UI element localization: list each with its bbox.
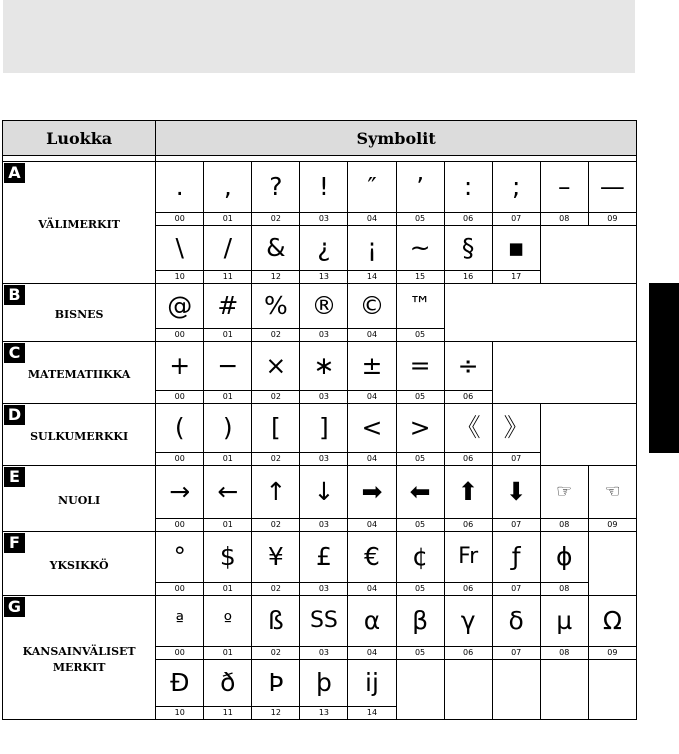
category-name: BISNES (54, 308, 104, 321)
symbol-code: 00 (156, 390, 203, 402)
symbol-cell (444, 532, 492, 596)
symbol-code: 05 (397, 646, 444, 658)
category-cell-e (3, 466, 156, 532)
symbol-glyph: + (169, 351, 191, 380)
symbol-cell (252, 660, 300, 720)
symbol-code: 04 (348, 518, 395, 530)
symbol-glyph: ⬅ (409, 477, 431, 506)
symbol-cell (348, 660, 396, 720)
symbol-cell (252, 466, 300, 532)
symbol-code: 03 (300, 646, 347, 658)
empty-cell (540, 404, 636, 466)
symbol-code: 06 (445, 390, 492, 402)
symbol-code: 00 (156, 518, 203, 530)
symbol-glyph: ➡ (361, 477, 383, 506)
symbol-cell (252, 532, 300, 596)
category-name: KANSAINVÄLISET MERKIT (22, 645, 136, 674)
symbol-cell (492, 596, 540, 660)
symbol-cell (348, 532, 396, 596)
empty-cell (492, 660, 540, 720)
symbol-code: 03 (300, 518, 347, 530)
symbol-glyph: % (263, 291, 288, 320)
category-cell-f (3, 532, 156, 596)
symbol-glyph: 》 (503, 413, 529, 442)
symbol-code: 04 (348, 390, 395, 402)
symbol-glyph: $ (219, 542, 236, 571)
symbol-cell (396, 226, 444, 284)
symbol-cell (204, 226, 252, 284)
symbol-code: 03 (300, 582, 347, 594)
symbol-cell (156, 466, 204, 532)
category-letter: E (4, 467, 25, 487)
symbol-glyph: ð (220, 668, 236, 697)
symbol-code: 01 (204, 390, 251, 402)
symbol-cell (252, 226, 300, 284)
symbol-cell (492, 532, 540, 596)
symbol-glyph: ß (268, 606, 284, 635)
empty-cell (492, 342, 636, 404)
symbol-cell (156, 226, 204, 284)
symbol-code: 07 (493, 212, 540, 224)
symbol-cell (300, 532, 348, 596)
symbol-code: 08 (541, 646, 588, 658)
symbol-glyph: ⬇ (505, 477, 527, 506)
top-gray-box (3, 0, 635, 73)
symbol-code: 03 (300, 212, 347, 224)
symbol-glyph: © (359, 291, 385, 320)
symbol-glyph: ’ (416, 172, 425, 201)
symbol-cell (156, 532, 204, 596)
symbol-glyph: ~ (409, 233, 431, 262)
symbol-cell (300, 342, 348, 404)
symbol-cell (204, 660, 252, 720)
category-cell-c (3, 342, 156, 404)
symbol-cell (252, 596, 300, 660)
symbol-cell (444, 466, 492, 532)
symbol-cell (444, 404, 492, 466)
symbol-glyph: / (223, 233, 233, 262)
symbol-row (3, 162, 637, 226)
symbol-cell (396, 596, 444, 660)
symbol-glyph: . (175, 172, 184, 201)
symbol-cell (204, 404, 252, 466)
symbol-code: 04 (348, 452, 395, 464)
symbol-code: 07 (493, 582, 540, 594)
symbol-glyph: β (412, 606, 429, 635)
symbol-code: 05 (397, 212, 444, 224)
symbol-code: 14 (348, 706, 395, 718)
symbol-cell (492, 404, 540, 466)
symbol-glyph: ƒ (511, 542, 521, 571)
symbol-cell (588, 466, 636, 532)
symbol-code: 09 (589, 518, 636, 530)
symbol-cell (348, 162, 396, 226)
symbol-cell (588, 162, 636, 226)
symbol-cell (156, 660, 204, 720)
symbol-code: 06 (445, 212, 492, 224)
symbol-glyph: α (363, 606, 381, 635)
symbol-cell (348, 596, 396, 660)
symbol-glyph: − (217, 351, 239, 380)
symbol-glyph: ☜ (604, 481, 621, 502)
symbol-glyph: Ω (602, 606, 622, 635)
symbol-code: 11 (204, 270, 251, 282)
symbol-code: 05 (397, 452, 444, 464)
symbol-glyph: ® (311, 291, 337, 320)
symbol-code: 00 (156, 646, 203, 658)
symbol-cell (540, 596, 588, 660)
symbol-cell (204, 532, 252, 596)
symbol-cell (540, 532, 588, 596)
symbol-glyph: ; (511, 172, 521, 201)
symbol-glyph: ÷ (457, 351, 479, 380)
symbol-glyph: # (217, 291, 239, 320)
symbol-glyph: § (461, 233, 475, 262)
symbol-cell (156, 404, 204, 466)
symbol-glyph: δ (508, 606, 524, 635)
symbol-glyph: & (266, 233, 286, 262)
header-symbols: Symbolit (156, 121, 637, 156)
symbol-code: 17 (493, 270, 540, 282)
symbol-cell (156, 284, 204, 342)
symbol-code: 11 (204, 706, 251, 718)
symbol-glyph: ¡ (366, 233, 378, 262)
symbol-table (2, 120, 637, 720)
symbol-glyph: ¢ (412, 542, 429, 571)
symbol-glyph: º (223, 610, 233, 631)
symbol-code: 02 (252, 582, 299, 594)
symbol-code: 00 (156, 452, 203, 464)
symbol-glyph: @ (167, 291, 193, 320)
symbol-cell (252, 162, 300, 226)
symbol-code: 01 (204, 646, 251, 658)
symbol-code: 07 (493, 646, 540, 658)
symbol-code: 03 (300, 452, 347, 464)
symbol-cell (156, 342, 204, 404)
symbol-glyph: ″ (367, 172, 377, 201)
symbol-cell (444, 342, 492, 404)
symbol-code: 09 (589, 646, 636, 658)
symbol-code: 06 (445, 582, 492, 594)
symbol-cell (348, 342, 396, 404)
symbol-cell (396, 162, 444, 226)
symbol-code: 07 (493, 452, 540, 464)
symbol-glyph: ) (222, 413, 233, 442)
symbol-cell (300, 466, 348, 532)
symbol-code: 01 (204, 582, 251, 594)
symbol-glyph: ™ (409, 293, 432, 318)
symbol-cell (396, 532, 444, 596)
symbol-glyph: < (361, 413, 383, 442)
symbol-glyph: ↓ (313, 477, 335, 506)
category-cell-a (3, 162, 156, 284)
category-cell-b (3, 284, 156, 342)
symbol-code: 01 (204, 212, 251, 224)
symbol-cell (492, 226, 540, 284)
symbol-glyph: \ (175, 233, 184, 262)
symbol-cell (492, 162, 540, 226)
symbol-glyph: Đ (170, 668, 190, 697)
symbol-glyph: = (409, 351, 431, 380)
symbol-glyph: Fr (458, 544, 479, 569)
empty-cell (396, 660, 444, 720)
symbol-glyph: — (599, 172, 625, 201)
symbol-cell (252, 404, 300, 466)
symbol-code: 07 (493, 518, 540, 530)
symbol-code: 05 (397, 390, 444, 402)
symbol-glyph: , (223, 172, 232, 201)
symbol-row (3, 342, 637, 404)
symbol-code: 16 (445, 270, 492, 282)
symbol-glyph: 《 (455, 413, 481, 442)
symbol-glyph: [ (270, 413, 281, 442)
side-tab-marker (649, 283, 679, 453)
symbol-glyph: ] (319, 413, 329, 442)
category-name: VÄLIMERKIT (38, 218, 120, 231)
symbol-cell (300, 284, 348, 342)
symbol-code: 02 (252, 646, 299, 658)
symbol-code: 12 (252, 270, 299, 282)
symbol-cell (348, 466, 396, 532)
category-letter: D (4, 405, 25, 425)
symbol-code: 00 (156, 328, 203, 340)
symbol-code: 12 (252, 706, 299, 718)
symbol-code: 02 (252, 328, 299, 340)
symbol-glyph: ( (174, 413, 185, 442)
symbol-code: 01 (204, 328, 251, 340)
category-name: NUOLI (58, 494, 101, 507)
symbol-cell (300, 226, 348, 284)
empty-cell (540, 226, 636, 284)
symbol-glyph: ▪ (507, 233, 525, 262)
symbol-glyph: ∗ (313, 351, 335, 380)
symbol-code: 04 (348, 212, 395, 224)
symbol-code: 13 (300, 270, 347, 282)
category-name: MATEMATIIKKA (27, 368, 131, 381)
symbol-cell (252, 342, 300, 404)
symbol-cell (588, 596, 636, 660)
symbol-code: 08 (541, 212, 588, 224)
symbol-code: 10 (156, 270, 203, 282)
symbol-code: 14 (348, 270, 395, 282)
symbol-glyph: × (265, 351, 287, 380)
symbol-code: 02 (252, 390, 299, 402)
empty-cell (540, 660, 588, 720)
symbol-cell (396, 284, 444, 342)
symbol-glyph: € (364, 542, 380, 571)
symbol-glyph: ↑ (265, 477, 287, 506)
symbol-glyph: SS (309, 608, 338, 633)
symbol-glyph: : (463, 172, 473, 201)
symbol-cell (300, 596, 348, 660)
symbol-cell (540, 162, 588, 226)
empty-cell (444, 284, 636, 342)
symbol-row (3, 596, 637, 660)
symbol-glyph: → (169, 477, 191, 506)
empty-cell (588, 660, 636, 720)
symbol-glyph: > (409, 413, 431, 442)
symbol-code: 02 (252, 212, 299, 224)
symbol-code: 06 (445, 518, 492, 530)
symbol-glyph: £ (315, 542, 332, 571)
category-letter: A (4, 163, 25, 183)
category-cell-g (3, 596, 156, 720)
category-letter: G (4, 597, 25, 617)
symbol-cell (300, 660, 348, 720)
symbol-code: 05 (397, 582, 444, 594)
symbol-code: 01 (204, 518, 251, 530)
symbol-cell (204, 284, 252, 342)
symbol-glyph: Þ (268, 668, 284, 697)
symbol-glyph: ° (173, 542, 186, 571)
symbol-code: 00 (156, 582, 203, 594)
symbol-cell (204, 596, 252, 660)
symbol-code: 09 (589, 212, 636, 224)
category-letter: C (4, 343, 25, 363)
symbol-code: 10 (156, 706, 203, 718)
category-letter: B (4, 285, 25, 305)
symbol-cell (444, 162, 492, 226)
symbol-glyph: ± (361, 351, 383, 380)
symbol-glyph: þ (316, 668, 332, 697)
symbol-code: 08 (541, 518, 588, 530)
header-category: Luokka (3, 121, 156, 156)
symbol-code: 03 (300, 328, 347, 340)
symbol-cell (444, 226, 492, 284)
symbol-code: 08 (541, 582, 588, 594)
symbol-code: 02 (252, 518, 299, 530)
symbol-code: 15 (397, 270, 444, 282)
empty-cell (444, 660, 492, 720)
symbol-code: 00 (156, 212, 203, 224)
symbol-cell (348, 404, 396, 466)
category-name: SULKUMERKKI (30, 430, 129, 443)
symbol-code: 13 (300, 706, 347, 718)
symbol-glyph: ☞ (556, 481, 573, 502)
symbol-cell (348, 284, 396, 342)
symbol-glyph: – (558, 172, 571, 201)
symbol-cell (396, 404, 444, 466)
symbol-cell (156, 162, 204, 226)
symbol-glyph: γ (460, 606, 476, 635)
symbol-code: 01 (204, 452, 251, 464)
symbol-code: 04 (348, 646, 395, 658)
category-cell-d (3, 404, 156, 466)
symbol-code: 04 (348, 328, 395, 340)
symbol-cell (204, 342, 252, 404)
symbol-cell (348, 226, 396, 284)
symbol-glyph: µ (556, 606, 573, 635)
symbol-cell (396, 342, 444, 404)
symbol-row (3, 466, 637, 532)
symbol-code: 06 (445, 646, 492, 658)
symbol-glyph: ? (269, 172, 283, 201)
symbol-glyph: ϕ (556, 542, 573, 571)
symbol-code: 05 (397, 328, 444, 340)
symbol-glyph: ¥ (267, 542, 284, 571)
symbol-glyph: ij (365, 668, 379, 697)
symbol-glyph: ¿ (317, 233, 331, 262)
symbol-cell (300, 404, 348, 466)
symbol-code: 02 (252, 452, 299, 464)
category-letter: F (4, 533, 25, 553)
symbol-cell (540, 466, 588, 532)
symbol-cell (444, 596, 492, 660)
symbol-row (3, 284, 637, 342)
symbol-glyph: ª (175, 610, 184, 631)
symbol-row (3, 532, 637, 596)
category-name: YKSIKKÖ (49, 559, 109, 572)
symbol-code: 03 (300, 390, 347, 402)
symbol-glyph: ⬆ (457, 477, 479, 506)
symbol-glyph: ! (318, 172, 329, 201)
symbol-code: 05 (397, 518, 444, 530)
symbol-row (3, 404, 637, 466)
symbol-cell (204, 162, 252, 226)
symbol-code: 04 (348, 582, 395, 594)
symbol-cell (300, 162, 348, 226)
symbol-cell (492, 466, 540, 532)
symbol-cell (396, 466, 444, 532)
symbol-cell (252, 284, 300, 342)
symbol-code: 06 (445, 452, 492, 464)
symbol-cell (204, 466, 252, 532)
symbol-glyph: ← (217, 477, 239, 506)
empty-cell (588, 532, 636, 596)
symbol-cell (156, 596, 204, 660)
